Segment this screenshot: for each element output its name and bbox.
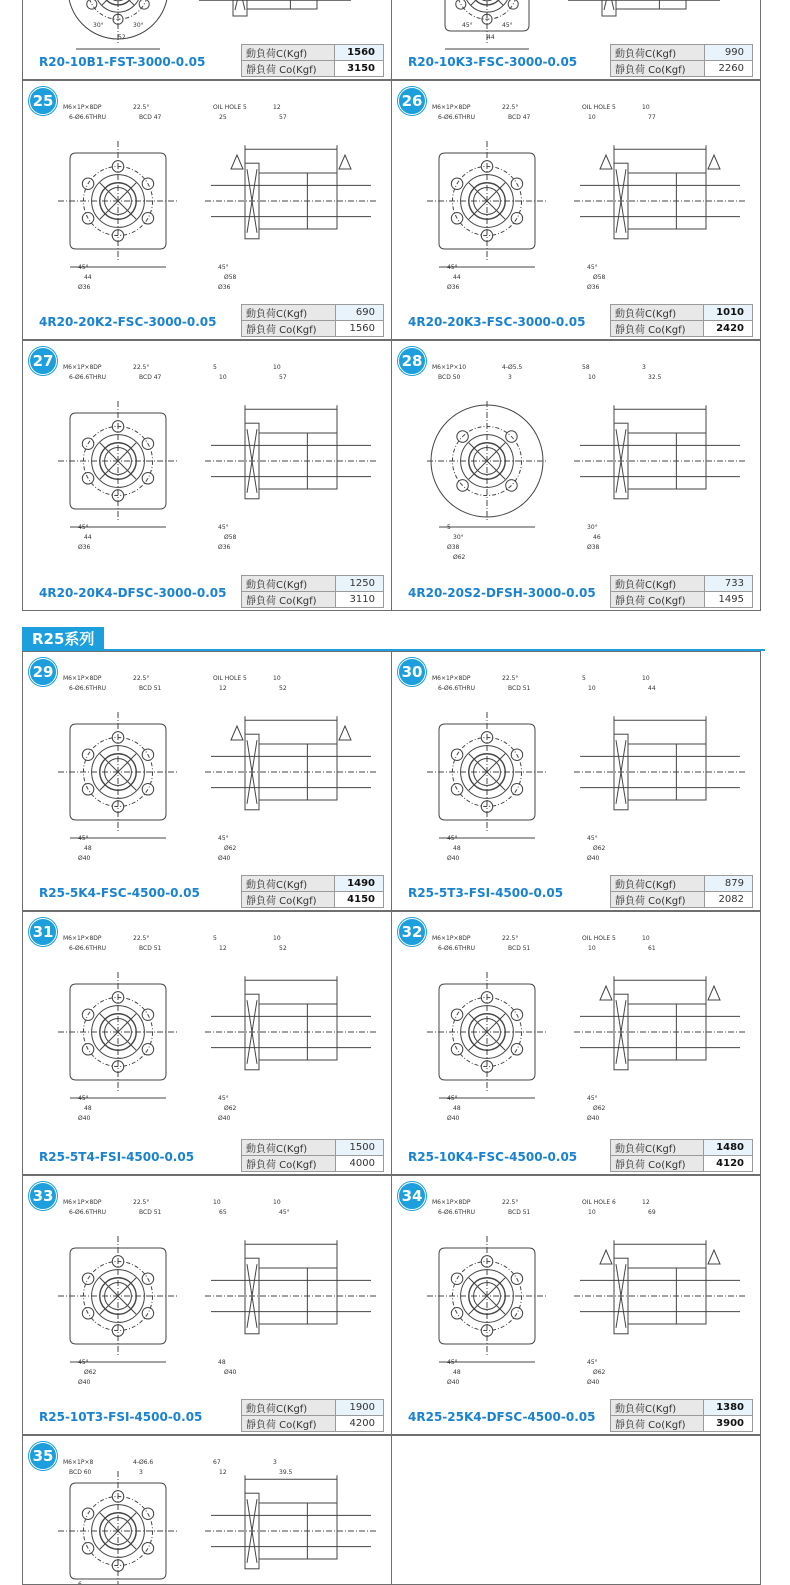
wiper-tip [708,986,720,1000]
dimension-label: 44 [84,274,92,281]
dynamic-load-value: 1250 [335,576,384,592]
spec-label-dynamic: 動負荷C(Kgf) [611,1140,704,1156]
dimension-label: Ø58 [224,274,237,281]
spec-label-static: 靜負荷 Co(Kgf) [242,1156,336,1172]
dimension-label: 25 [219,114,227,121]
spec-label-dynamic: 動負荷C(Kgf) [242,576,336,592]
dimension-label: 10 [642,675,650,682]
dimension-label: 6-Ø6.6THRU [438,685,475,692]
dimension-label: BCD 51 [139,1209,162,1216]
wiper-tip [231,726,243,740]
dimension-label: 77 [648,114,656,121]
spec-label-dynamic: 動負荷C(Kgf) [611,876,705,892]
dimension-label: Ø38 [587,544,600,551]
spec-table [241,575,384,608]
dimension-label: 22.5° [502,675,519,682]
dimension-label: Ø58 [593,274,606,281]
spec-table [610,304,753,337]
dimension-label: 45° [78,835,89,842]
dimension-label: 45° [587,1095,598,1102]
dimension-label: BCD 51 [139,685,162,692]
dimension-label: 10 [588,685,596,692]
spec-label-dynamic: 動負荷C(Kgf) [611,45,705,61]
spec-label-static: 靜負荷 Co(Kgf) [242,321,336,337]
model-number: 4R20-20K3-FSC-3000-0.05 [408,315,586,329]
dimension-label: Ø58 [224,534,237,541]
wiper-tip [600,986,612,1000]
product-panel-26 [391,80,761,340]
dimension-label: 48 [84,845,92,852]
dimension-label: Ø40 [218,855,231,862]
dimension-label: 22.5° [133,104,150,111]
product-panel-r20-10b1 [22,0,392,80]
dimension-label: 45° [587,1359,598,1366]
static-load-value: 4150 [335,892,384,908]
dimension-label: OIL HOLE 5 [582,935,616,942]
technical-drawing [392,81,761,340]
product-panel-34 [391,1175,761,1435]
spec-label-static: 靜負荷 Co(Kgf) [611,592,705,608]
wiper-tip [708,1250,720,1264]
wiper-tip [708,155,720,169]
spec-table [241,1399,384,1432]
item-number-badge: 29 [29,658,57,686]
spec-label-dynamic: 動負荷C(Kgf) [242,305,336,321]
dimension-label: 22.5° [502,104,519,111]
dimension-label: 44 [453,274,461,281]
dimension-label: 57 [279,374,287,381]
wiper-tip [339,155,351,169]
dimension-label: 32.5 [648,374,662,381]
spec-label-static: 靜負荷 Co(Kgf) [242,61,335,77]
dimension-label: 5 [582,675,586,682]
spec-label-static: 靜負荷 Co(Kgf) [611,321,704,337]
dimension-label: 3 [642,364,646,371]
spec-table [241,44,384,77]
product-panel-31 [22,911,392,1175]
dimension-label: 52 [279,945,287,952]
dimension-label: Ø40 [587,855,600,862]
dimension-label: 57 [279,114,287,121]
empty-panel [391,1435,761,1585]
dimension-label: Ø40 [587,1115,600,1122]
dimension-label: 6-Ø6.6THRU [69,114,106,121]
section-title: R25系列 [22,627,104,649]
mounting-hole [139,0,149,9]
wiper-tip [339,726,351,740]
static-load-value: 4200 [335,1416,384,1432]
product-panel-32 [391,911,761,1175]
dimension-label: 10 [642,935,650,942]
dimension-label: 45° [218,524,229,531]
dimension-label: 67 [213,1459,221,1466]
dimension-label: 45° [78,1095,89,1102]
model-number: 4R20-20S2-DFSH-3000-0.05 [408,586,596,600]
item-number-badge: 31 [29,918,57,946]
dynamic-load-value: 990 [704,45,753,61]
spec-label-dynamic: 動負荷C(Kgf) [611,576,705,592]
bore-inner-circle [475,0,499,1]
static-load-value: 2082 [704,892,753,908]
dimension-label: 52 [118,34,126,41]
dimension-label: Ø40 [224,1369,237,1376]
static-load-value: 4000 [335,1156,384,1172]
dimension-label: Ø40 [447,1115,460,1122]
dimension-label: 48 [453,1369,461,1376]
dimension-label: OIL HOLE 5 [213,675,247,682]
dimension-label: BCD 51 [508,685,531,692]
dimension-label: 6-Ø6.6THRU [69,1209,106,1216]
bore-inner-circle [106,0,130,1]
dimension-label: M6×1P×8DP [63,675,102,682]
dimension-label: Ø62 [224,1105,237,1112]
item-number-badge: 30 [398,658,426,686]
dimension-label: OIL HOLE 5 [582,104,616,111]
dimension-label: 10 [588,945,596,952]
dimension-label: 12 [273,104,281,111]
dimension-label: Ø40 [447,855,460,862]
dimension-label: 45° [447,264,458,271]
dimension-label: BCD 51 [508,945,531,952]
dimension-label: Ø62 [593,1105,606,1112]
dynamic-load-value: 1480 [704,1140,753,1156]
dimension-label: 22.5° [502,935,519,942]
dimension-label: 22.5° [133,675,150,682]
dimension-label: 45° [218,264,229,271]
static-load-value: 2420 [704,321,753,337]
spec-label-dynamic: 動負荷C(Kgf) [242,1140,336,1156]
dimension-label: M6×1P×8DP [63,935,102,942]
dimension-label: 45° [78,524,89,531]
dimension-label: 45° [587,835,598,842]
dimension-label: Ø36 [78,284,91,291]
dimension-label: 6-Ø6.6THRU [69,374,106,381]
dimension-label: Ø40 [447,1379,460,1386]
dimension-label: BCD 50 [438,374,461,381]
model-number: R25-10T3-FSI-4500-0.05 [39,1410,203,1424]
dimension-label: 61 [648,945,656,952]
spec-table [241,304,384,337]
static-load-value: 1560 [335,321,384,337]
dimension-label: 3 [139,1469,143,1476]
dimension-label: 48 [218,1359,226,1366]
dimension-label: 12 [219,945,227,952]
model-number: R25-10K4-FSC-4500-0.05 [408,1150,578,1164]
dimension-label: 6-Ø6.6THRU [438,1209,475,1216]
spec-table [241,1139,384,1172]
dimension-label: 45° [279,1209,290,1216]
dimension-label: 22.5° [133,364,150,371]
mounting-hole [508,0,518,9]
technical-drawing [392,1176,761,1435]
dimension-label: 12 [219,685,227,692]
dimension-label: 45° [78,1359,89,1366]
dimension-label: 45° [218,835,229,842]
dynamic-load-value: 1490 [335,876,384,892]
product-panel-33 [22,1175,392,1435]
model-number: R20-10B1-FST-3000-0.05 [39,55,206,69]
dimension-label: 44 [648,685,656,692]
dimension-label: 22.5° [133,935,150,942]
dimension-label: 4-Ø6.6 [133,1459,154,1466]
dimension-label: 10 [588,114,596,121]
dimension-label: M6×1P×8DP [63,104,102,111]
item-number-badge: 35 [29,1442,57,1470]
dynamic-load-value: 1380 [704,1400,753,1416]
dimension-label: 48 [453,1105,461,1112]
spec-label-static: 靜負荷 Co(Kgf) [611,1416,704,1432]
dimension-label: BCD 47 [139,114,162,121]
nut-body-side [616,0,686,9]
dimension-label: Ø62 [224,845,237,852]
product-panel-28 [391,340,761,611]
static-load-value: 3900 [704,1416,753,1432]
dimension-label: M6×1P×8DP [432,1199,471,1206]
dimension-label: Ø40 [218,1115,231,1122]
dimension-label: Ø62 [593,1369,606,1376]
static-load-value: 2260 [704,61,753,77]
dynamic-load-value: 1010 [704,305,753,321]
spec-label-static: 靜負荷 Co(Kgf) [611,892,705,908]
dimension-label: 45° [447,1359,458,1366]
dimension-label: 52 [279,685,287,692]
wiper-tip [600,155,612,169]
dimension-label: 6-Ø6.6THRU [438,114,475,121]
spec-label-dynamic: 動負荷C(Kgf) [242,876,335,892]
product-panel-35 [22,1435,392,1585]
static-load-value: 3150 [335,61,384,77]
dimension-label: 5 [213,935,217,942]
dimension-label: 45° [502,22,513,29]
technical-drawing [23,652,392,911]
product-panel-27 [22,340,392,611]
dimension-label: 6-Ø6.6THRU [69,685,106,692]
model-number: 4R20-20K4-DFSC-3000-0.05 [39,586,227,600]
spec-table [610,875,753,908]
dimension-label: 30° [93,22,104,29]
dimension-label: 30° [133,22,144,29]
technical-drawing [23,341,392,611]
item-number-badge: 28 [398,347,426,375]
dimension-label: Ø36 [587,284,600,291]
static-load-value: 1495 [704,592,753,608]
dimension-label: 10 [273,1199,281,1206]
spec-label-static: 靜負荷 Co(Kgf) [242,892,335,908]
dimension-label: 5 [447,524,451,531]
dimension-label: BCD 47 [139,374,162,381]
spec-label-dynamic: 動負荷C(Kgf) [611,305,704,321]
dimension-label: 10 [588,374,596,381]
dimension-label: 10 [219,374,227,381]
product-panel-30 [391,651,761,911]
dimension-label: Ø40 [78,1115,91,1122]
spec-label-static: 靜負荷 Co(Kgf) [611,1156,704,1172]
model-number: 4R20-20K2-FSC-3000-0.05 [39,315,217,329]
item-number-badge: 32 [398,918,426,946]
dimension-label: Ø40 [587,1379,600,1386]
spec-label-dynamic: 動負荷C(Kgf) [611,1400,704,1416]
spec-table [610,1399,753,1432]
dimension-label: 4-Ø5.5 [502,364,523,371]
dimension-label: BCD 51 [139,945,162,952]
dynamic-load-value: 879 [704,876,753,892]
spec-table [610,1139,753,1172]
technical-drawing [23,81,392,340]
dimension-label: 46 [593,534,601,541]
dimension-label: 48 [84,1105,92,1112]
dimension-label: 48 [453,845,461,852]
dimension-label: OIL HOLE 5 [213,104,247,111]
spec-label-static: 靜負荷 Co(Kgf) [242,592,336,608]
wiper-tip [231,155,243,169]
spec-table [241,875,384,908]
spec-label-dynamic: 動負荷C(Kgf) [242,45,335,61]
model-number: R25-5T4-FSI-4500-0.05 [39,1150,195,1164]
dimension-label: 65 [219,1209,227,1216]
dimension-label: Ø36 [218,544,231,551]
technical-drawing [23,912,392,1175]
dimension-label: 45° [447,835,458,842]
dimension-label: 22.5° [502,1199,519,1206]
dimension-label: 45° [218,1095,229,1102]
technical-drawing [392,341,761,611]
dimension-label: M6×1P×8DP [63,1199,102,1206]
dimension-label: Ø40 [78,1379,91,1386]
dimension-label: M6×1P×8DP [432,104,471,111]
spec-table [610,575,753,608]
dimension-label: 6-Ø6.6THRU [69,945,106,952]
dimension-label: Ø36 [447,284,460,291]
dimension-label: M6×1P×8DP [432,675,471,682]
dimension-label: 69 [648,1209,656,1216]
dimension-label: 10 [588,1209,596,1216]
dimension-label: 39.5 [279,1469,293,1476]
dimension-label: 45° [78,264,89,271]
dimension-label: Ø62 [593,845,606,852]
spec-label-static: 靜負荷 Co(Kgf) [242,1416,336,1432]
spec-label-static: 靜負荷 Co(Kgf) [611,61,705,77]
dimension-label: Ø36 [218,284,231,291]
product-panel-25 [22,80,392,340]
dimension-label: 5 [213,364,217,371]
dimension-label: Ø38 [447,544,460,551]
dimension-label: 10 [213,1199,221,1206]
dimension-label: 44 [487,34,495,41]
model-number: R25-5T3-FSI-4500-0.05 [408,886,564,900]
technical-drawing [392,912,761,1175]
dimension-label: 3 [273,1459,277,1466]
static-load-value: 4120 [704,1156,753,1172]
dynamic-load-value: 1560 [335,45,384,61]
dimension-label: 12 [642,1199,650,1206]
product-panel-r20-10k3 [391,0,761,80]
nut-body-side [247,0,317,9]
item-number-badge: 27 [29,347,57,375]
dimension-label: BCD 47 [508,114,531,121]
dimension-label: 10 [273,364,281,371]
dimension-label: 6-Ø6.6THRU [438,945,475,952]
model-number: R25-5K4-FSC-4500-0.05 [39,886,200,900]
dimension-label: Ø62 [453,554,466,561]
dynamic-load-value: 733 [704,576,753,592]
dimension-label: Ø36 [78,544,91,551]
spec-label-dynamic: 動負荷C(Kgf) [242,1400,336,1416]
item-number-badge: 34 [398,1182,426,1210]
dimension-label: M6×1P×8DP [432,935,471,942]
item-number-badge: 25 [29,87,57,115]
technical-drawing [23,1436,392,1585]
dimension-label: 10 [273,935,281,942]
dimension-label: 6 [78,1581,82,1585]
static-load-value: 3110 [335,592,384,608]
dimension-label: 30° [587,524,598,531]
model-number: R20-10K3-FSC-3000-0.05 [408,55,578,69]
product-panel-29 [22,651,392,911]
dimension-label: M6×1P×8DP [63,364,102,371]
dynamic-load-value: 690 [335,305,384,321]
dimension-label: 44 [84,534,92,541]
dimension-label: OIL HOLE 6 [582,1199,616,1206]
technical-drawing [23,1176,392,1435]
dimension-label: 45° [447,1095,458,1102]
dimension-label: 22.5° [133,1199,150,1206]
dynamic-load-value: 1500 [335,1140,384,1156]
dimension-label: 10 [642,104,650,111]
item-number-badge: 33 [29,1182,57,1210]
dimension-label: M6×1P×10 [432,364,467,371]
dimension-label: BCD 51 [508,1209,531,1216]
dimension-label: 45° [462,22,473,29]
dimension-label: 58 [582,364,590,371]
dimension-label: M6×1P×8 [63,1459,94,1466]
section-header [22,627,765,651]
dimension-label: 3 [508,374,512,381]
spec-table [610,44,753,77]
dimension-label: Ø40 [78,855,91,862]
dynamic-load-value: 1900 [335,1400,384,1416]
dimension-label: 12 [219,1469,227,1476]
wiper-tip [600,1250,612,1264]
technical-drawing [392,652,761,911]
dimension-label: 45° [587,264,598,271]
item-number-badge: 26 [398,87,426,115]
dimension-label: Ø62 [84,1369,97,1376]
dimension-label: BCD 60 [69,1469,92,1476]
dimension-label: 30° [453,534,464,541]
model-number: 4R25-25K4-DFSC-4500-0.05 [408,1410,596,1424]
dimension-label: 10 [273,675,281,682]
